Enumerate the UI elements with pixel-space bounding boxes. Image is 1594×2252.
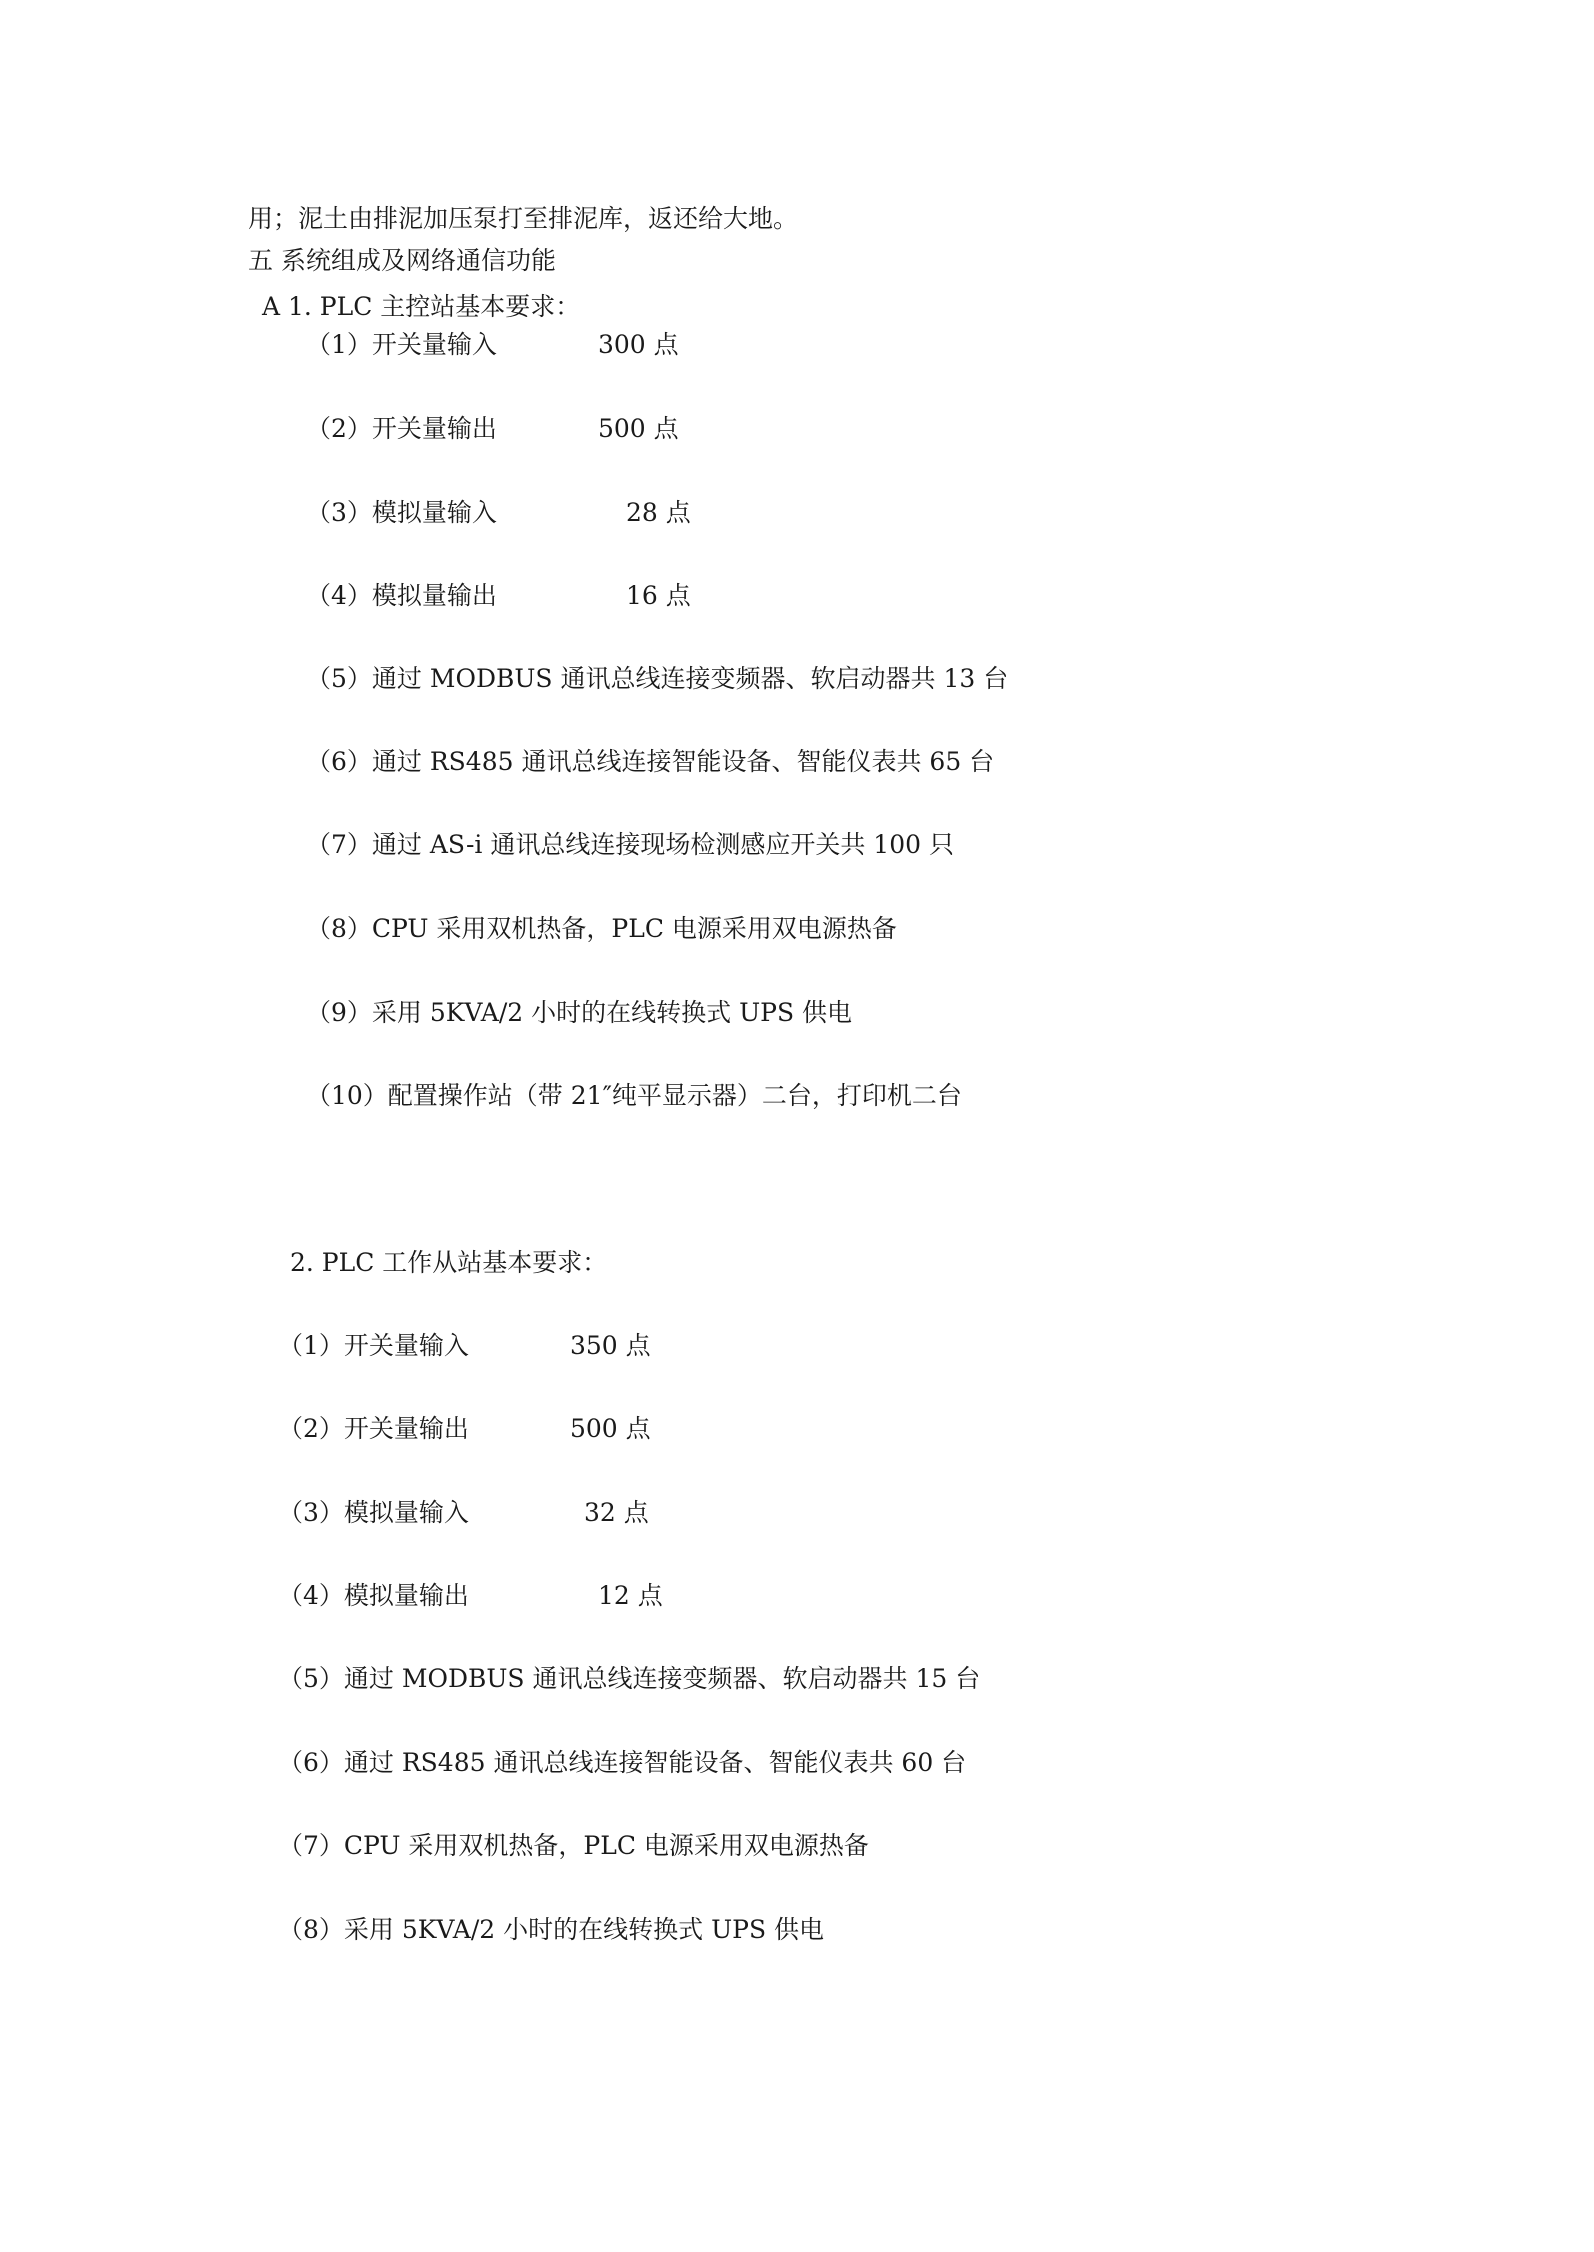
slave-item-2-value: 500 点 xyxy=(570,1414,651,1443)
master-item-6: （6）通过 RS485 通讯总线连接智能设备、智能仪表共 65 台 xyxy=(306,747,995,776)
master-item-8: （8）CPU 采用双机热备，PLC 电源采用双电源热备 xyxy=(306,914,897,943)
slave-item-7: （7）CPU 采用双机热备，PLC 电源采用双电源热备 xyxy=(278,1831,869,1860)
master-item-10: （10）配置操作站（带 21″纯平显示器）二台，打印机二台 xyxy=(306,1081,962,1110)
master-item-2-label: （2）开关量输出 xyxy=(306,414,497,443)
master-heading: A 1. PLC 主控站基本要求： xyxy=(262,292,581,321)
master-item-5: （5）通过 MODBUS 通讯总线连接变频器、软启动器共 13 台 xyxy=(306,664,1009,693)
slave-heading: 2. PLC 工作从站基本要求： xyxy=(290,1248,608,1277)
slave-item-2-label: （2）开关量输出 xyxy=(278,1414,469,1443)
master-item-4-label: （4）模拟量输出 xyxy=(306,581,497,610)
master-item-2-value: 500 点 xyxy=(598,414,679,443)
slave-item-4-value: 12 点 xyxy=(598,1581,663,1610)
slave-item-8: （8）采用 5KVA/2 小时的在线转换式 UPS 供电 xyxy=(278,1915,825,1944)
master-item-7: （7）通过 AS-i 通讯总线连接现场检测感应开关共 100 只 xyxy=(306,830,954,859)
master-item-1-label: （1）开关量输入 xyxy=(306,330,497,359)
master-item-3-value: 28 点 xyxy=(626,498,691,527)
slave-item-1-label: （1）开关量输入 xyxy=(278,1331,469,1360)
slave-item-6: （6）通过 RS485 通讯总线连接智能设备、智能仪表共 60 台 xyxy=(278,1748,967,1777)
section-heading: 五 系统组成及网络通信功能 xyxy=(248,246,556,275)
master-item-3-label: （3）模拟量输入 xyxy=(306,498,497,527)
slave-item-4-label: （4）模拟量输出 xyxy=(278,1581,469,1610)
slave-item-3-label: （3）模拟量输入 xyxy=(278,1498,469,1527)
master-item-4-value: 16 点 xyxy=(626,581,691,610)
slave-item-3-value: 32 点 xyxy=(584,1498,649,1527)
slave-item-1-value: 350 点 xyxy=(570,1331,651,1360)
slave-item-5: （5）通过 MODBUS 通讯总线连接变频器、软启动器共 15 台 xyxy=(278,1664,981,1693)
master-item-1-value: 300 点 xyxy=(598,330,679,359)
master-item-9: （9）采用 5KVA/2 小时的在线转换式 UPS 供电 xyxy=(306,998,853,1027)
intro-text: 用；泥土由排泥加压泵打至排泥库，返还给大地。 xyxy=(248,204,799,233)
